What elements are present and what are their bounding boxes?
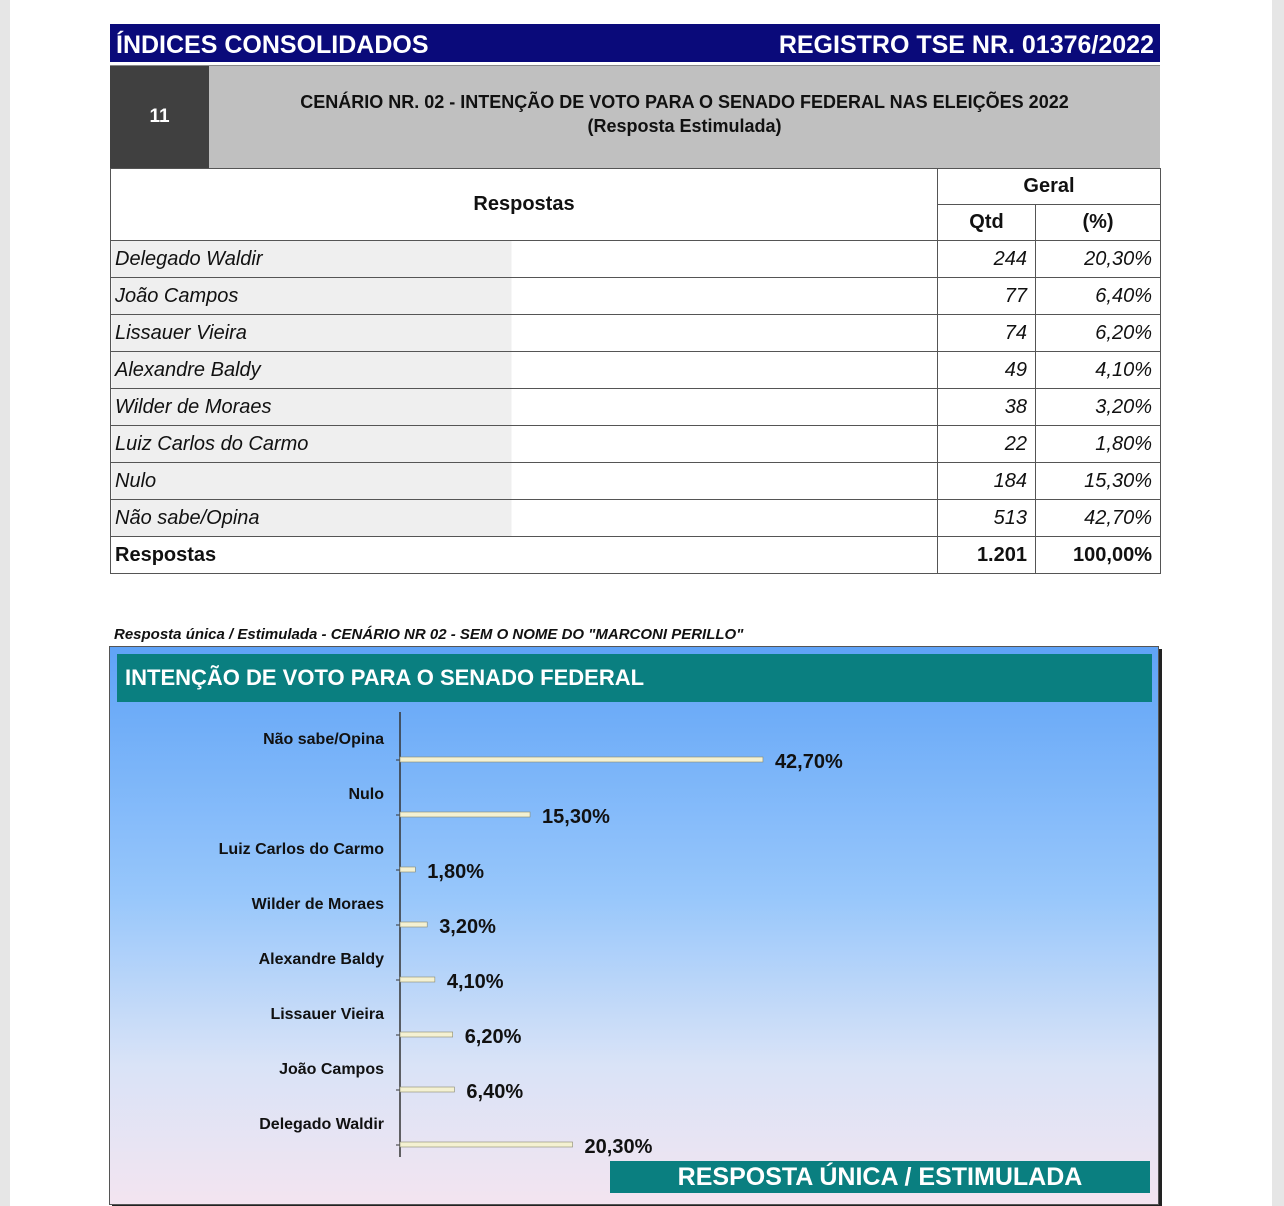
- total-qtd: 1.201: [938, 537, 1036, 574]
- table-row: [111, 241, 1161, 278]
- row-pct: 4,10%: [1036, 352, 1161, 389]
- bar-chart: [109, 646, 1159, 1205]
- bar-value-label: 6,40%: [466, 1081, 524, 1103]
- bar: [400, 1087, 454, 1092]
- report-header-bar: [110, 24, 1160, 62]
- bar: [400, 867, 415, 872]
- bar: [400, 1142, 573, 1147]
- row-pct: 20,30%: [1036, 241, 1161, 278]
- row-qtd: 244: [938, 241, 1036, 278]
- row-pct: 42,70%: [1036, 500, 1161, 537]
- col-qtd: Qtd: [938, 205, 1036, 241]
- chart-footer: RESPOSTA ÚNICA / ESTIMULADA: [610, 1161, 1150, 1193]
- category-label: Wilder de Moraes: [251, 896, 384, 913]
- row-qtd: 184: [938, 463, 1036, 500]
- row-qtd: 49: [938, 352, 1036, 389]
- chart-subtitle: Resposta única / Estimulada - CENÁRIO NR 02 - SEM O NOME DO "MARCONI PERILLO": [114, 626, 744, 643]
- row-qtd: 513: [938, 500, 1036, 537]
- category-label: João Campos: [279, 1061, 384, 1078]
- scenario-title-line2: (Resposta Estimulada): [587, 116, 782, 136]
- category-label: Lissauer Vieira: [270, 1006, 384, 1023]
- col-respostas: Respostas: [111, 169, 938, 241]
- bar-value-label: 42,70%: [774, 751, 843, 773]
- table-row: [111, 278, 1161, 315]
- scenario-header: [110, 65, 1160, 169]
- bar: [400, 977, 435, 982]
- row-name: Lissauer Vieira: [111, 315, 938, 352]
- results-table: [110, 168, 1161, 574]
- category-label: Alexandre Baldy: [258, 951, 384, 968]
- table-header-row: [111, 169, 1161, 205]
- bar-value-label: 20,30%: [584, 1136, 653, 1158]
- row-qtd: 22: [938, 426, 1036, 463]
- bar: [400, 757, 763, 762]
- total-pct: 100,00%: [1036, 537, 1161, 574]
- row-pct: 15,30%: [1036, 463, 1161, 500]
- row-pct: 3,20%: [1036, 389, 1161, 426]
- bar-value-label: 6,20%: [464, 1026, 522, 1048]
- table-row: [111, 426, 1161, 463]
- row-qtd: 38: [938, 389, 1036, 426]
- total-label: Respostas: [111, 537, 938, 574]
- row-name: Delegado Waldir: [111, 241, 938, 278]
- row-qtd: 77: [938, 278, 1036, 315]
- row-name: Wilder de Moraes: [111, 389, 938, 426]
- bar-value-label: 1,80%: [427, 861, 485, 883]
- header-right-title: REGISTRO TSE NR. 01376/2022: [778, 31, 1154, 59]
- bar-value-label: 4,10%: [446, 971, 504, 993]
- chart-plot-area: [110, 647, 1158, 1204]
- table-row: [111, 315, 1161, 352]
- category-label: Não sabe/Opina: [263, 731, 384, 748]
- bar: [400, 922, 427, 927]
- bar-value-label: 15,30%: [542, 806, 610, 828]
- row-pct: 6,20%: [1036, 315, 1161, 352]
- col-pct: (%): [1036, 205, 1161, 241]
- bar: [400, 812, 530, 817]
- table-row: [111, 500, 1161, 537]
- category-label: Nulo: [348, 786, 384, 803]
- bar-value-label: 3,20%: [439, 916, 496, 938]
- table-row: [111, 389, 1161, 426]
- category-label: Luiz Carlos do Carmo: [218, 841, 384, 858]
- row-name: Nulo: [111, 463, 938, 500]
- chart-title: INTENÇÃO DE VOTO PARA O SENADO FEDERAL: [117, 654, 1152, 702]
- row-name: Não sabe/Opina: [111, 500, 938, 537]
- table-total-row: [111, 537, 1161, 574]
- table-row: [111, 352, 1161, 389]
- col-geral: Geral: [938, 169, 1161, 205]
- table-row: [111, 463, 1161, 500]
- row-name: Alexandre Baldy: [111, 352, 938, 389]
- row-name: João Campos: [111, 278, 938, 315]
- row-qtd: 74: [938, 315, 1036, 352]
- category-label: Delegado Waldir: [259, 1116, 384, 1133]
- scenario-title: [209, 90, 1160, 138]
- scenario-number: 11: [110, 66, 209, 168]
- bar: [400, 1032, 453, 1037]
- header-left-title: ÍNDICES CONSOLIDADOS: [116, 31, 429, 59]
- row-pct: 6,40%: [1036, 278, 1161, 315]
- row-pct: 1,80%: [1036, 426, 1161, 463]
- scenario-title-line1: CENÁRIO NR. 02 - INTENÇÃO DE VOTO PARA O SENADO FEDERAL NAS ELEIÇÕES 2022: [300, 92, 1069, 112]
- row-name: Luiz Carlos do Carmo: [111, 426, 938, 463]
